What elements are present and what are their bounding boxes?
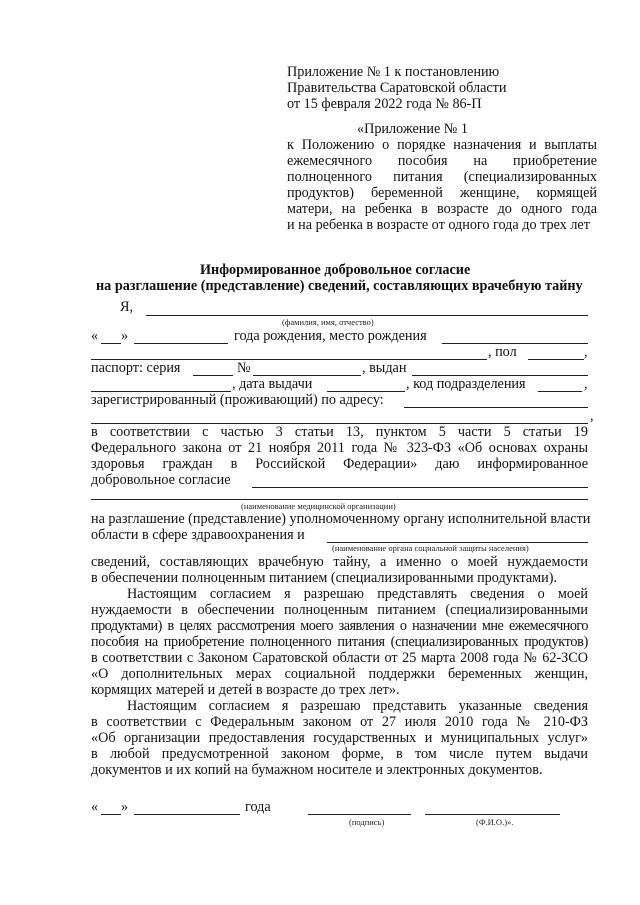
- consent-line[interactable]: [252, 487, 588, 488]
- dept-code-line[interactable]: [538, 391, 582, 392]
- p5-line-2: в соответствии с Федеральным законом от 27 июля 2010 года № 210-ФЗ: [91, 714, 588, 730]
- p1-line-2: Федерального закона от 21 ноября 2011 года № 323-ФЗ «Об основах охраны: [91, 440, 588, 456]
- address-comma: ,: [590, 408, 594, 424]
- dept-code-label: , код подразделения: [406, 376, 526, 392]
- medical-org-line[interactable]: [91, 499, 588, 500]
- dept-code-comma: ,: [584, 376, 588, 392]
- p4-line-4: пособия на приобретение полноценного питания (специализированных продуктов): [91, 634, 588, 650]
- appendix-line-1: к Положению о порядке назначения и выплаты: [287, 137, 597, 153]
- footer-year-label: года: [245, 799, 271, 815]
- appendix-line-6: и на ребенка в возрасте от одного года до трех лет: [287, 217, 590, 233]
- header-line-3: от 15 февраля 2022 года № 86-П: [287, 96, 482, 112]
- footer-fio-hint: (Ф.И.О.)».: [476, 817, 514, 827]
- p3-line-2: в обеспечении полноценным питанием (специализированными продуктами).: [91, 570, 557, 586]
- birth-month-line[interactable]: [134, 343, 228, 344]
- appendix-line-3: полноценного питания (специализированных: [287, 169, 597, 185]
- appendix-line-2: ежемесячного пособия на приобретение: [287, 153, 597, 169]
- birth-date-close: »: [121, 328, 129, 344]
- address-label: зарегистрированный (проживающий) по адресу:: [91, 392, 384, 408]
- signature-hint: (подпись): [349, 817, 385, 827]
- appendix-line-4: продуктов) беременной женщине, кормящей: [287, 185, 597, 201]
- label-i: Я,: [120, 299, 134, 315]
- passport-series-line[interactable]: [193, 375, 233, 376]
- birth-year-label: года рождения, место рождения: [234, 328, 427, 344]
- medical-org-hint: (наименование медицинской организации): [241, 501, 396, 511]
- p2-line-1: на разглашение (представление) уполномоченному органу исполнительной власти: [91, 511, 591, 527]
- header-line-2: Правительства Саратовской области: [287, 80, 507, 96]
- p4-line-1: Настоящим согласием я разрешаю представлять сведения о моей: [127, 586, 588, 602]
- appendix-title: «Приложение № 1: [357, 121, 468, 137]
- doc-title-line-1: Информированное добровольное согласие: [200, 262, 471, 278]
- p4-line-3: продуктами) в целях рассмотрения моего заявления о назначении мне ежемесячного: [91, 618, 588, 634]
- address-line[interactable]: [404, 407, 588, 408]
- p1-line-4: добровольное согласие: [91, 472, 231, 488]
- footer-month-line[interactable]: [134, 814, 240, 815]
- social-org-hint: (наименование органа социальной защиты населения): [332, 543, 529, 553]
- fio-line[interactable]: [146, 315, 588, 316]
- p5-line-5: документов и их копий на бумажном носителе и электронных документов.: [91, 762, 543, 778]
- sex-line[interactable]: [528, 359, 584, 360]
- p5-line-4: в любой предусмотренной законом форме, в том числе путем выдачи: [91, 746, 588, 762]
- passport-number-label: №: [237, 360, 251, 376]
- p4-line-5: в соответствии с Законом Саратовской области от 25 марта 2008 года № 62-ЗСО: [91, 650, 588, 666]
- footer-date-close: »: [121, 799, 129, 815]
- p2-line-2: области в сфере здравоохранения и: [91, 527, 305, 543]
- sex-comma: ,: [584, 344, 588, 360]
- footer-day-line[interactable]: [101, 814, 121, 815]
- issued-by-label: , выдан: [362, 360, 407, 376]
- sex-label: , пол: [488, 344, 517, 360]
- p4-line-6: «О дополнительных мерах социальной поддержки беременных женщин,: [91, 666, 588, 682]
- header-line-1: Приложение № 1 к постановлению: [287, 64, 500, 80]
- p1-line-3: здоровья граждан в Российской Федерации» даю информированное: [91, 456, 588, 472]
- p1-line-1: в соответствии с частью 3 статьи 13, пунктом 5 части 5 статьи 19: [91, 424, 588, 440]
- birth-day-line[interactable]: [101, 343, 121, 344]
- p5-line-3: «Об организации предоставления государственных и муниципальных услуг»: [91, 730, 588, 746]
- issue-date-label: , дата выдачи: [232, 376, 313, 392]
- p5-line-1: Настоящим согласием я разрешаю представить указанные сведения: [127, 698, 588, 714]
- appendix-line-5: матери, на ребенка в возрасте до одного года: [287, 201, 597, 217]
- birth-date-open: «: [91, 328, 99, 344]
- fio-hint: (фамилия, имя, отчество): [282, 317, 374, 327]
- passport-series-label: паспорт: серия: [91, 360, 181, 376]
- doc-title-line-2: на разглашение (представление) сведений, составляющих врачебную тайну: [96, 278, 583, 294]
- signature-line[interactable]: [308, 814, 411, 815]
- p4-line-7: кормящих матерей и детей в возрасте до трех лет».: [91, 682, 400, 698]
- footer-date-open: «: [91, 799, 99, 815]
- footer-fio-line[interactable]: [425, 814, 560, 815]
- p4-line-2: нуждаемости в обеспечении полноценным питанием (специализированными: [91, 602, 588, 618]
- p3-line-1: сведений, составляющих врачебную тайну, а именно о моей нуждаемости: [91, 554, 588, 570]
